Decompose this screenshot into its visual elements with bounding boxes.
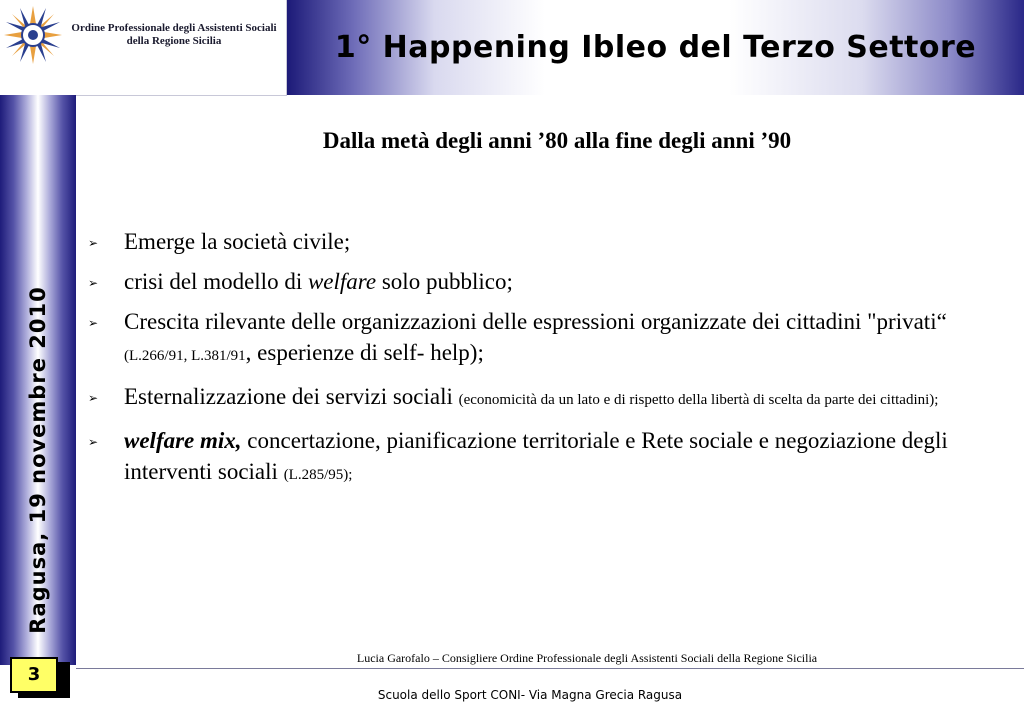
org-name xyxy=(66,22,282,48)
list-item xyxy=(88,425,1008,491)
arrowhead-bullet-icon: ➢ xyxy=(88,236,99,250)
bullet-text: Esternalizzazione dei servizi sociali xyxy=(124,384,459,409)
slide-title: 1° Happening Ibleo del Terzo Settore xyxy=(334,30,977,65)
bullet-text: crisi del modello di xyxy=(124,269,308,294)
bullet-text: solo pubblico; xyxy=(376,269,513,294)
org-name-line2: della Regione Sicilia xyxy=(126,35,222,47)
bullet-emphasis: welfare xyxy=(307,269,377,294)
footer-divider xyxy=(76,668,1024,669)
arrowhead-bullet-icon: ➢ xyxy=(88,391,99,405)
bullet-list xyxy=(88,226,1008,500)
venue-text: Scuola dello Sport CONI- Via Magna Grecia Ragusa xyxy=(377,688,683,702)
author-credit: Lucia Garofalo – Consigliere Ordine Professionale degli Assistenti Sociali della Regione Sicilia xyxy=(356,651,818,665)
left-sidebar xyxy=(0,95,76,665)
arrowhead-bullet-icon: ➢ xyxy=(88,435,99,449)
bullet-text: Crescita rilevante delle organizzazioni delle espressioni organizzate dei cittadini "privati“ xyxy=(124,309,947,334)
list-item xyxy=(88,226,1008,257)
slide-heading: Dalla metà degli anni ’80 alla fine degli anni ’90 xyxy=(322,128,792,153)
bullet-emphasis: welfare mix, xyxy=(124,428,242,453)
title-band xyxy=(287,0,1024,95)
org-name-line1: Ordine Professionale degli Assistenti Sociali xyxy=(71,22,277,34)
arrowhead-bullet-icon: ➢ xyxy=(88,276,99,290)
sunburst-logo-icon xyxy=(2,4,64,66)
bullet-text: Emerge la società civile; xyxy=(124,229,351,254)
list-item xyxy=(88,266,1008,297)
date-location: Ragusa, 19 novembre 2010 xyxy=(26,286,50,634)
bullet-note: (economicità da un lato e di rispetto della libertà di scelta da parte dei cittadini); xyxy=(458,392,939,408)
page-number: 3 xyxy=(10,657,58,693)
bullet-text: concertazione, pianificazione territoriale e Rete sociale e negoziazione degli interventi sociali xyxy=(124,428,948,484)
list-item xyxy=(88,306,1008,372)
bullet-note: (L.285/95); xyxy=(283,467,353,483)
bullet-note: (L.266/91, L.381/91 xyxy=(124,348,246,364)
bullet-text: , esperienze di self- help); xyxy=(245,340,484,365)
arrowhead-bullet-icon: ➢ xyxy=(88,316,99,330)
org-logo-box xyxy=(0,0,287,96)
list-item xyxy=(88,381,1008,416)
